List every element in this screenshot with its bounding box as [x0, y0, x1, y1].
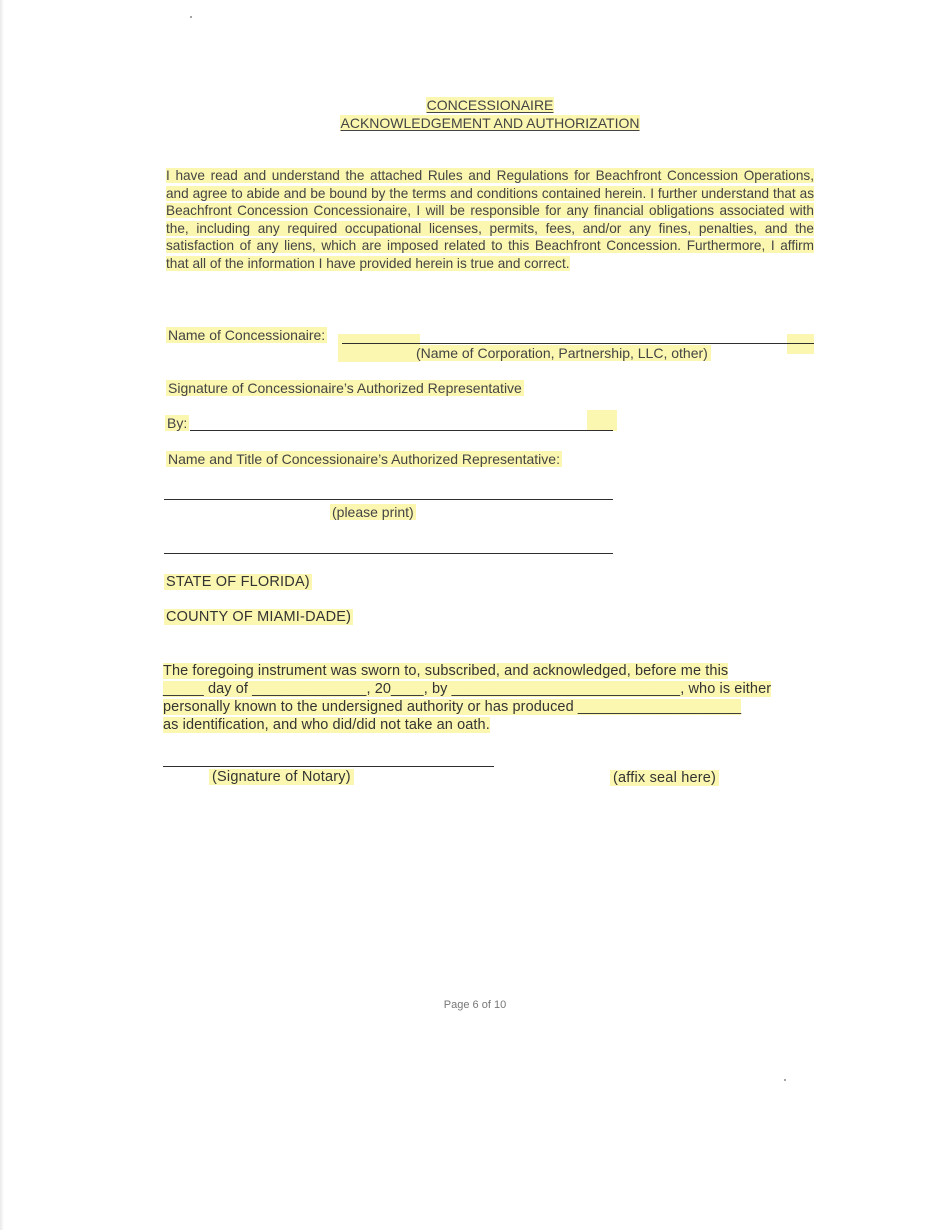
- notary-line-4: as identification, and who did/did not take an oath.: [163, 717, 490, 733]
- highlight-mark: [338, 334, 420, 362]
- scan-edge-shadow: [0, 0, 4, 1230]
- representative-name-title-label: Name and Title of Concessionaire’s Authorized Representative:: [168, 451, 560, 467]
- scan-speck: [190, 16, 192, 18]
- notary-line-3: personally known to the undersigned authority or has produced ____________________: [163, 699, 742, 715]
- notary-signature-label: (Signature of Notary): [209, 769, 354, 785]
- notary-signature-field[interactable]: [163, 766, 494, 767]
- concessionaire-name-label: Name of Concessionaire:: [168, 327, 326, 343]
- by-label: By:: [167, 415, 188, 431]
- title-line-2: ACKNOWLEDGEMENT AND AUTHORIZATION: [340, 115, 640, 131]
- statement-paragraph: I have read and understand the attached Rules and Regulations for Beachfront Concession Operations, and agree to abide and be bound by the terms and conditions contained herein. I further understand that as Beachfront Concession Concessionaire, I will be responsible for any financial obligations associated with the, including any required occupational licenses, permits, fees, and/or any fines, penalties, and the satisfaction of any liens, which are imposed related to this Beachfront Concession. Furthermore, I affirm that all of the information I have provided herein is true and correct.: [166, 168, 814, 271]
- scan-speck: [784, 1079, 786, 1081]
- state-label: STATE OF FLORIDA): [166, 574, 310, 590]
- concessionaire-name-hint: (Name of Corporation, Partnership, LLC, other): [413, 345, 711, 361]
- signature-field[interactable]: [190, 430, 613, 431]
- signature-label: Signature of Concessionaire’s Authorized Representative: [168, 380, 522, 396]
- representative-title-field[interactable]: [164, 553, 613, 554]
- notary-line-1: The foregoing instrument was sworn to, subscribed, and acknowledged, before me this: [163, 663, 729, 679]
- highlight-mark: [587, 410, 617, 431]
- title-line-1: CONCESSIONAIRE: [426, 97, 554, 113]
- page-number: Page 6 of 10: [443, 999, 507, 1011]
- notary-line-2: _____ day of ______________, 20____, by ____________________________, who is either: [163, 681, 772, 697]
- seal-label: (affix seal here): [610, 770, 719, 786]
- county-label: COUNTY OF MIAMI-DADE): [166, 609, 352, 625]
- concessionaire-name-field[interactable]: [342, 343, 814, 344]
- please-print-hint: (please print): [332, 504, 414, 520]
- notary-statement: [163, 662, 815, 734]
- highlight-mark: [787, 334, 814, 354]
- representative-name-field[interactable]: [164, 499, 613, 500]
